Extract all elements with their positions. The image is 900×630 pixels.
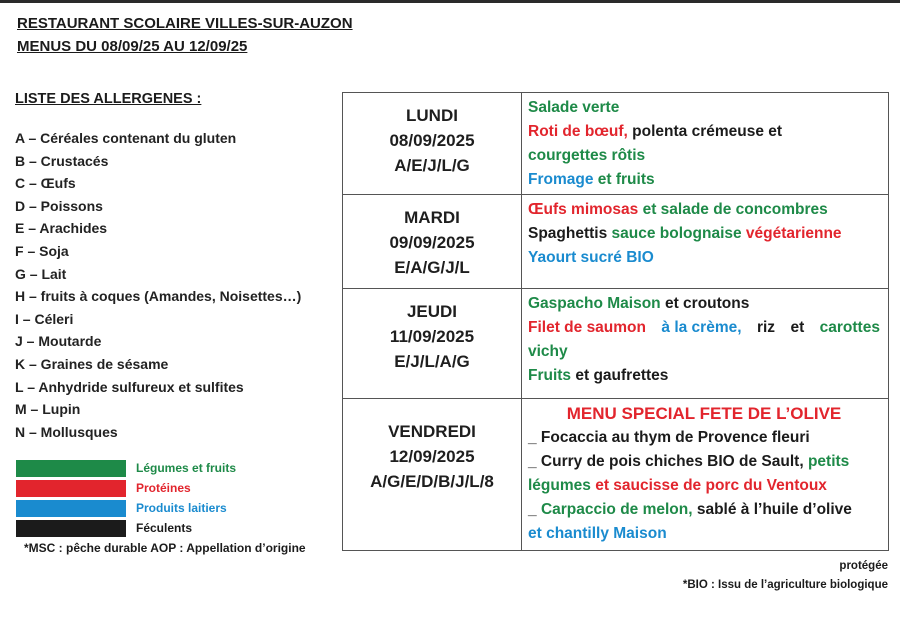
dish-text: et saucisse de porc du Ventoux	[590, 477, 827, 494]
legend-label: Légumes et fruits	[136, 461, 237, 475]
dish-line	[528, 144, 880, 168]
dish-text: à la crème,	[657, 319, 742, 336]
dish-line	[528, 340, 880, 364]
allergen-item: K – Graines de sésame	[15, 355, 169, 372]
weekly-menu-table	[342, 92, 889, 551]
day-cell	[343, 195, 522, 289]
allergen-item: D – Poissons	[15, 197, 103, 214]
menu-row-mardi	[343, 195, 889, 289]
legend-swatch	[16, 520, 126, 537]
dish-text: et fruits	[593, 171, 655, 188]
dishes-cell	[522, 399, 889, 551]
legend-label: Produits laitiers	[136, 501, 227, 515]
dish-line	[528, 316, 880, 340]
dish-text: sauce bolognaise	[607, 225, 742, 242]
special-menu-title: MENU SPECIAL FETE DE L’OLIVE	[566, 404, 842, 423]
legend-row	[16, 458, 236, 478]
dish-text: Spaghettis	[528, 225, 608, 242]
allergen-item: C – Œufs	[15, 175, 76, 192]
allergen-list-title: LISTE DES ALLERGENES :	[15, 91, 202, 107]
dish-text: Fruits	[528, 367, 572, 384]
dish-line	[528, 364, 880, 388]
day-cell	[343, 289, 522, 399]
dishes-cell	[522, 93, 889, 195]
day-name: MARDI	[404, 208, 460, 227]
day-allergen-codes: A/E/J/L/G	[394, 156, 470, 175]
legend-row	[16, 518, 236, 538]
top-border-line	[0, 0, 900, 3]
dish-line	[528, 498, 880, 522]
dish-line	[528, 168, 880, 192]
dish-text: Fromage	[528, 171, 594, 188]
allergen-item: A – Céréales contenant du gluten	[15, 130, 237, 146]
legend-row	[16, 498, 236, 518]
dish-text: et croutons	[660, 295, 750, 312]
dish-text: Œufs mimosas	[528, 201, 639, 218]
dish-line	[528, 222, 880, 246]
dish-text: Gaspacho Maison	[528, 295, 661, 312]
allergen-item: I – Céleri	[15, 310, 74, 327]
allergen-item: N – Mollusques	[15, 423, 118, 440]
dish-text: _	[528, 501, 541, 518]
legend-swatch	[16, 460, 126, 477]
legend-label: Protéines	[136, 481, 191, 495]
allergen-item: M – Lupin	[15, 401, 81, 418]
legend-swatch	[16, 500, 126, 517]
day-date: 11/09/2025	[389, 327, 475, 346]
dish-text: et salade de concombres	[638, 201, 828, 218]
dish-line	[528, 450, 880, 474]
legend-swatch	[16, 480, 126, 497]
allergen-item: B – Crustacés	[15, 152, 109, 169]
footnote-msc: *MSC : pêche durable AOP : Appellation d’origine	[24, 541, 306, 555]
dish-text: _ Curry de pois chiches BIO de Sault,	[528, 453, 804, 470]
dish-line	[528, 96, 880, 120]
day-cell	[343, 399, 522, 551]
dish-line	[528, 120, 880, 144]
menu-row-lundi	[343, 93, 889, 195]
allergen-item: G – Lait	[15, 265, 67, 282]
day-date: 12/09/2025	[389, 447, 475, 466]
dish-text: Salade verte	[528, 99, 620, 116]
dish-text: végétarienne	[741, 225, 842, 242]
legend-label: Féculents	[136, 521, 193, 535]
dish-text: et gaufrettes	[571, 367, 669, 384]
dish-text: petits	[803, 453, 850, 470]
dish-text: riz	[752, 319, 776, 336]
dish-text: Roti de bœuf,	[528, 123, 628, 140]
day-date: 08/09/2025	[389, 131, 475, 150]
day-cell	[343, 93, 522, 195]
allergen-item: F – Soja	[15, 242, 69, 259]
dish-text: vichy	[528, 343, 568, 360]
allergen-item: H – fruits à coques (Amandes, Noisettes…)	[15, 288, 302, 305]
dish-line	[528, 474, 880, 498]
dish-line	[528, 426, 880, 450]
dish-text: Carpaccio de melon,	[540, 501, 693, 518]
dish-line	[528, 246, 880, 270]
day-name: LUNDI	[406, 106, 458, 125]
dish-text: carottes	[815, 319, 880, 336]
day-date: 09/09/2025	[389, 233, 475, 252]
day-name: JEUDI	[406, 302, 458, 321]
menu-row-vendredi	[343, 399, 889, 551]
dish-text: courgettes rôtis	[528, 147, 646, 164]
dish-text: Filet de saumon	[528, 319, 646, 336]
day-allergen-codes: E/J/L/A/G	[394, 352, 470, 371]
allergen-item: J – Moutarde	[15, 333, 102, 350]
color-legend	[16, 458, 236, 538]
menu-period-title: MENUS DU 08/09/25 AU 12/09/25	[17, 38, 248, 55]
dish-line	[528, 292, 880, 316]
dish-text: Yaourt sucré BIO	[528, 249, 654, 266]
dish-text: et chantilly Maison	[528, 525, 667, 542]
legend-row	[16, 478, 236, 498]
menu-row-jeudi	[343, 289, 889, 399]
dish-line	[528, 522, 880, 546]
restaurant-title: RESTAURANT SCOLAIRE VILLES-SUR-AUZON	[17, 15, 353, 32]
day-allergen-codes: E/A/G/J/L	[394, 258, 470, 277]
allergen-item: E – Arachides	[15, 220, 108, 237]
dishes-cell	[522, 289, 889, 399]
footnote-bio: *BIO : Issu de l’agriculture biologique	[682, 579, 888, 591]
dish-text: légumes	[528, 477, 591, 494]
allergen-list	[15, 127, 301, 443]
dish-line	[528, 198, 880, 222]
allergen-item: L – Anhydride sulfureux et sulfites	[15, 378, 244, 395]
day-name: VENDREDI	[388, 422, 476, 441]
footnote-protegee: protégée	[839, 560, 888, 572]
dishes-cell	[522, 195, 889, 289]
dish-text: et	[786, 319, 805, 336]
dish-text: polenta crémeuse et	[627, 123, 783, 140]
document-header	[17, 12, 353, 58]
dish-text: sablé à l’huile d’olive	[692, 501, 852, 518]
day-allergen-codes: A/G/E/D/B/J/L/8	[370, 472, 494, 491]
dish-text: _ Focaccia au thym de Provence fleuri	[528, 429, 810, 446]
